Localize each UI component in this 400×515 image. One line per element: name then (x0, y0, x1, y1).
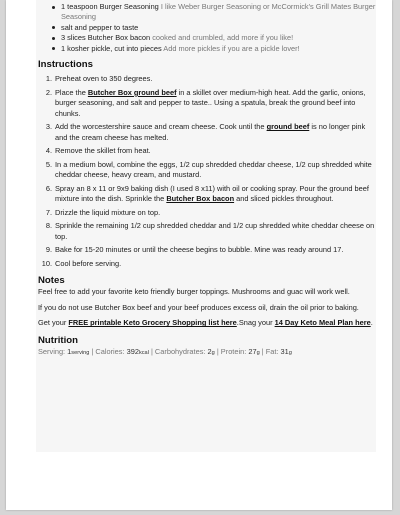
ingredient-item: 1 kosher pickle, cut into pieces Add more pickles if you are a pickle lover! (61, 44, 376, 54)
instruction-step: 4. Remove the skillet from heat. (45, 146, 151, 156)
recipe-card (36, 0, 376, 452)
grocery-list-link[interactable]: FREE printable Keto Grocery Shopping list here (68, 318, 237, 328)
bacon-link[interactable]: Butcher Box bacon (166, 194, 235, 204)
note-paragraph: If you do not use Butcher Box beef and your beef produces excess oil, drain the oil prior to baking. (38, 302, 359, 312)
note-paragraph: Feel free to add your favorite keto friendly burger toppings. Mushrooms and guac will work well. (38, 287, 350, 297)
ingredient-item: 3 slices Butcher Box bacon cooked and crumbled, add more if you like! (61, 33, 376, 43)
ingredients-list (36, 0, 376, 54)
ingredient-note: cooked and crumbled, add more if you like! (150, 33, 294, 43)
ingredient-note: I like Weber Burger Seasoning or McCormick's Grill Mates Burger Seasoning (61, 2, 376, 22)
instructions-list (36, 74, 376, 269)
notes-heading: Notes (38, 275, 65, 287)
document-page (6, 0, 392, 510)
instruction-step: 3. Add the worcestershire sauce and cream cheese. Cook until the ground beef is no longer pink and the cream cheese has melted. (45, 122, 366, 142)
ground-beef-link[interactable]: Butcher Box ground beef (87, 87, 177, 97)
instruction-step: 7. Drizzle the liquid mixture on top. (45, 207, 161, 217)
ingredient-item: 1 teaspoon Burger Seasoning I like Weber Burger Seasoning or McCormick's Grill Mates Burger Seasoning (61, 2, 376, 22)
notes-section (36, 287, 376, 328)
ground-beef-link[interactable]: ground beef (266, 122, 310, 132)
nutrition-heading: Nutrition (38, 334, 78, 346)
instruction-step: 1. Preheat oven to 350 degrees. (45, 74, 153, 84)
ingredient-note: Add more pickles if you are a pickle lover! (161, 43, 300, 53)
meal-plan-link[interactable]: 14 Day Keto Meal Plan here (274, 318, 371, 328)
instruction-step: 10. Cool before serving. (41, 259, 122, 268)
instruction-step: 5. In a medium bowl, combine the eggs, 1/2 cup shredded cheddar cheese, 1/2 cup shredded white cheddar cheese, heavy cream, and mustard. (45, 159, 372, 180)
instruction-step: 9. Bake for 15-20 minutes or until the cheese begins to bubble. Mine was ready around 17. (45, 245, 344, 255)
instruction-step: 6. Spray an 8 x 11 or 9x9 baking dish (I used 8 x11) with oil or cooking spray. Pour the ground beef mixture into the dish. Sprinkle the Butcher Box bacon and sliced pickles throughout. (45, 183, 369, 204)
instruction-step: 2. Place the Butcher Box ground beef in a skillet over medium-high heat. Add the garlic, onions, burger seasoning, and salt and pepper to taste.. Using a spatula, break the ground beef into chunks. (45, 87, 366, 118)
ingredient-item: salt and pepper to taste (61, 23, 376, 33)
nutrition-facts: Serving: 1serving | Calories: 392kcal | Carbohydrates: 2g | Protein: 27g | Fat: 31g (38, 346, 292, 356)
note-paragraph: Get your FREE printable Keto Grocery Shopping list here.Snag your 14 Day Keto Meal Plan here. (38, 318, 373, 328)
instructions-heading: Instructions (38, 59, 93, 71)
instruction-step: 8. Sprinkle the remaining 1/2 cup shredded cheddar and 1/2 cup shredded white cheddar cheese on top. (45, 221, 375, 241)
